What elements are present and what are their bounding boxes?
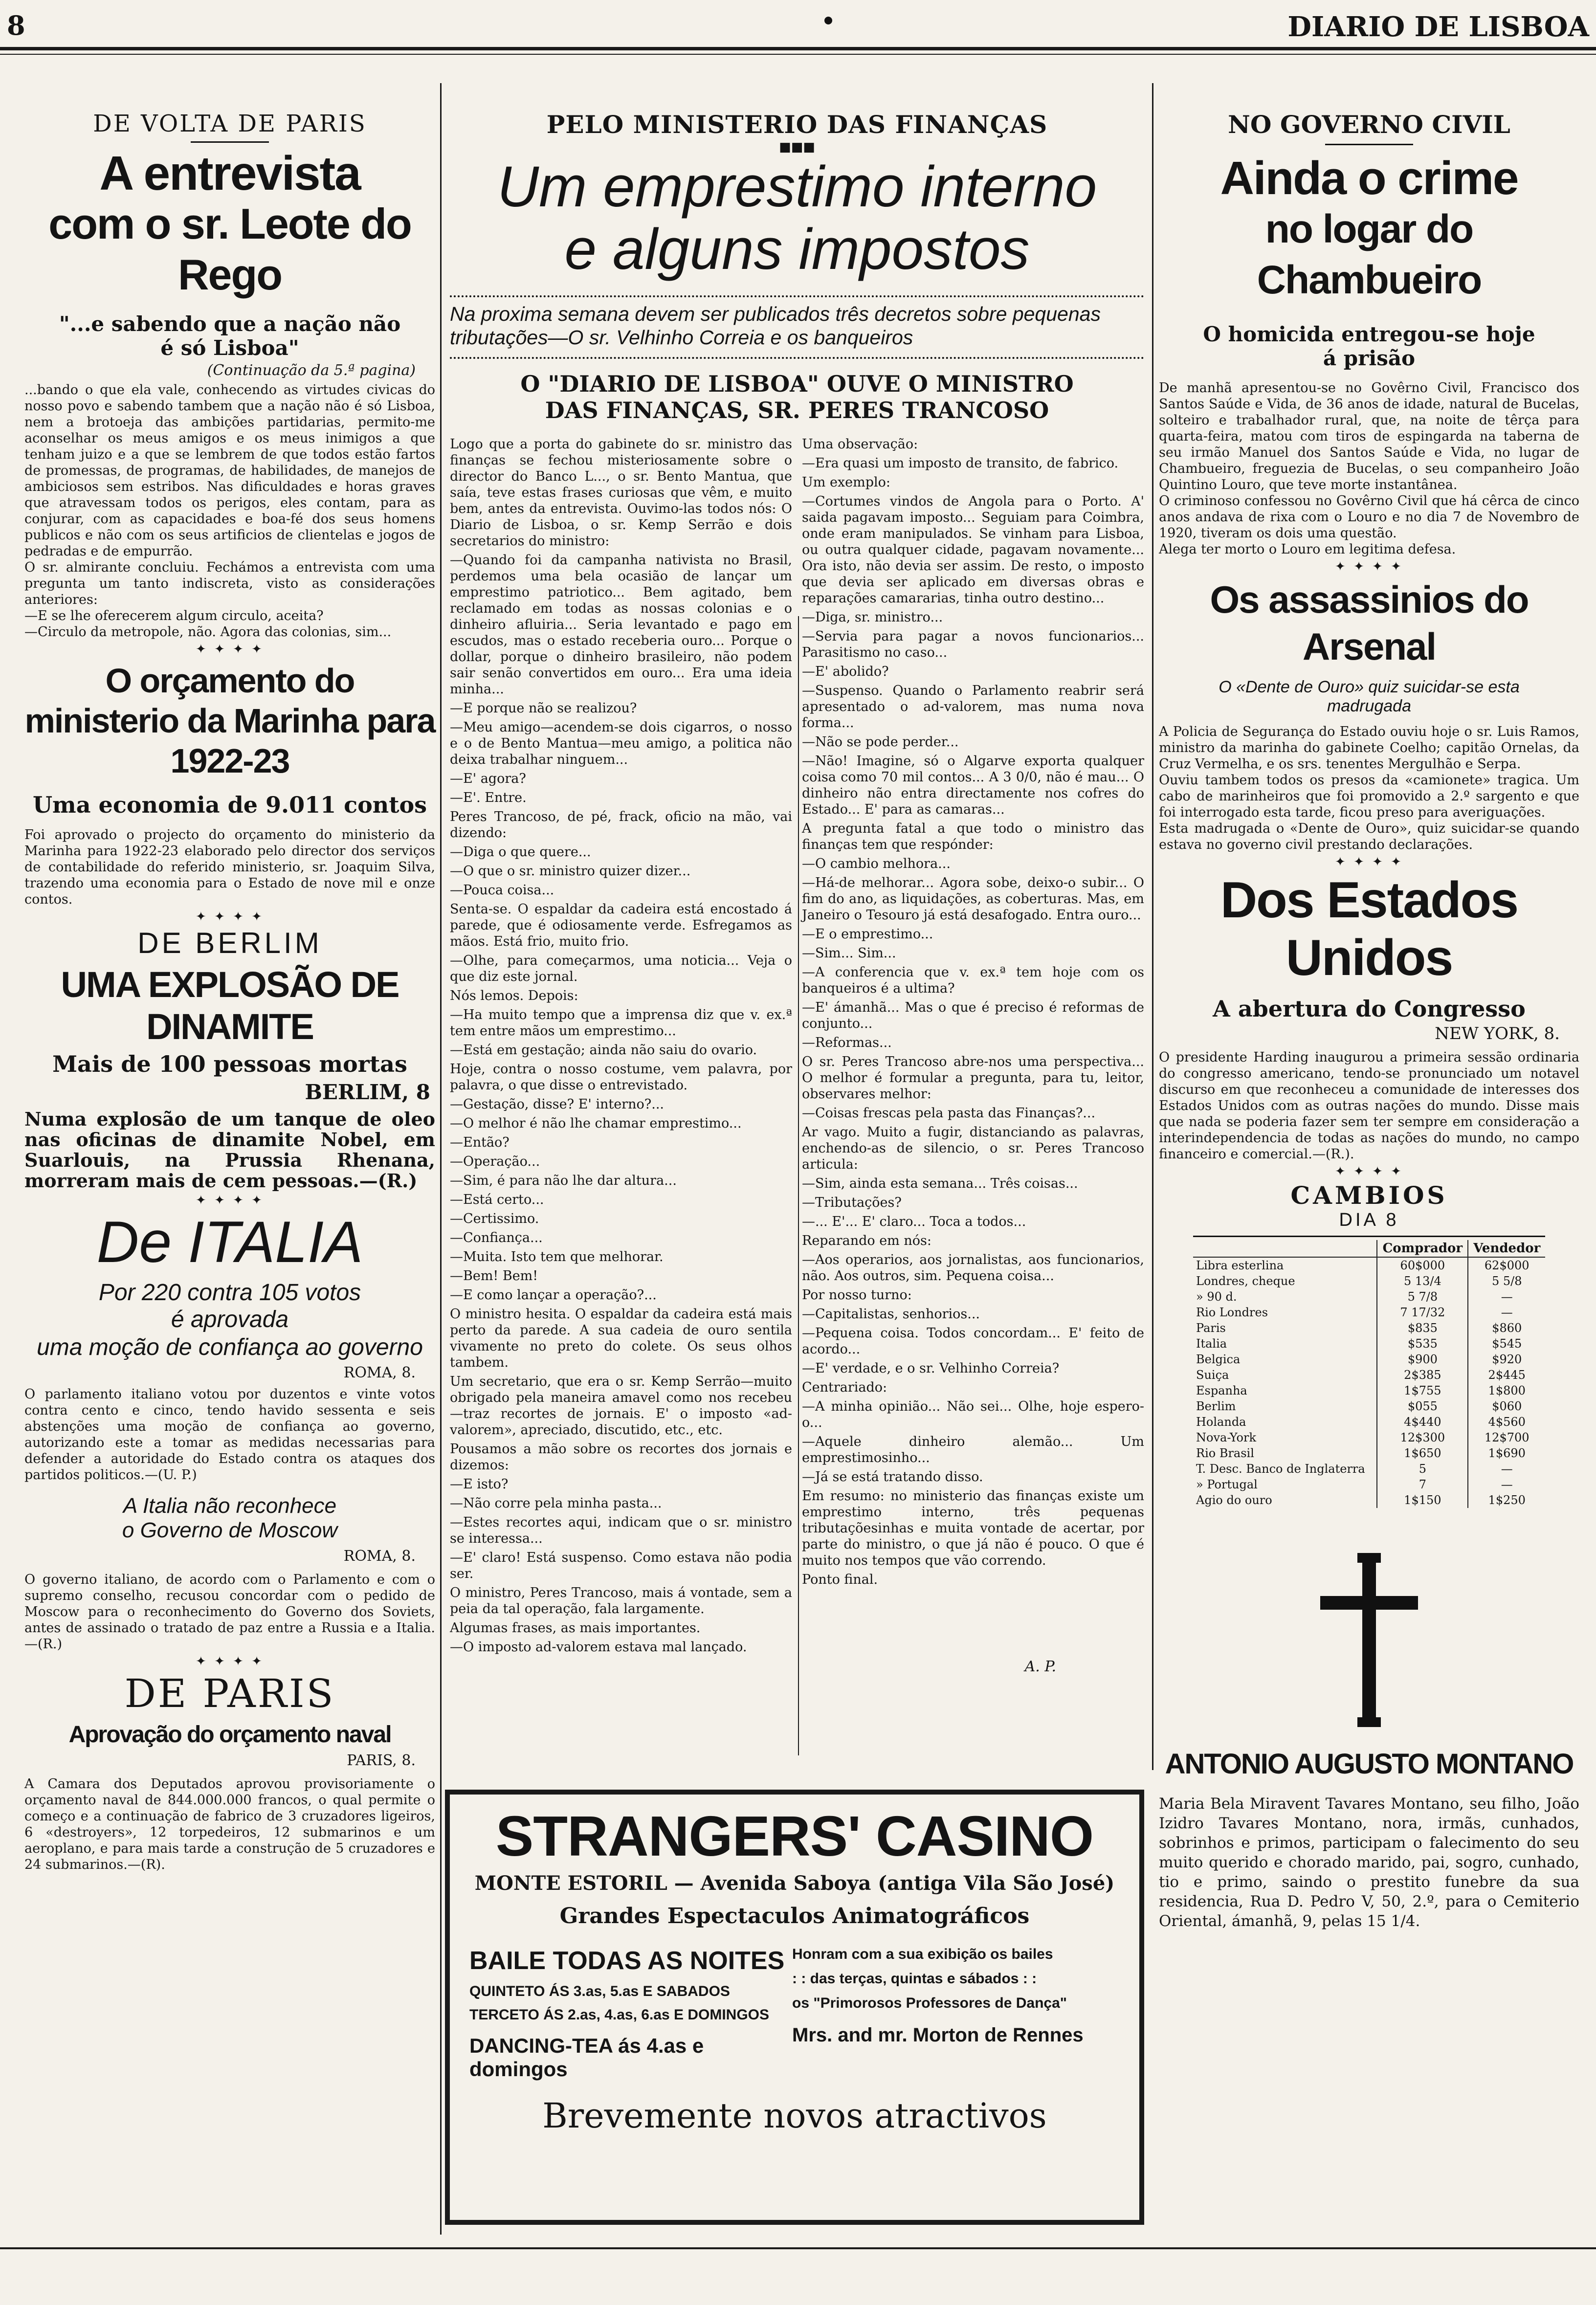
bullet-mark <box>824 17 832 24</box>
continued-note: (Continuação da 5.ª pagina) <box>207 362 416 379</box>
section-label-governo-civil: NO GOVERNO CIVIL <box>1228 110 1510 139</box>
column-rule-left <box>440 83 442 2235</box>
cambios-currency: » 90 d. <box>1196 1290 1237 1304</box>
article-paragraph: —E' verdade, e o sr. Velhinho Correia? <box>802 1361 1060 1376</box>
cambios-buy: 5 <box>1377 1461 1468 1477</box>
cambios-row <box>1193 1414 1545 1430</box>
ad-terceto: TERCETO ÁS 2.as, 4.as, 6.as E DOMINGOS <box>469 2007 769 2023</box>
cambios-sell: 1$690 <box>1468 1445 1545 1461</box>
article-paragraph: Ar vago. Muito a fugir, distanciando as palavras, enchendo-as de silencio, o sr. Peres Trancoso articula: <box>802 1125 1144 1172</box>
headline-emprestimo: Um emprestimo interno <box>497 155 1097 219</box>
article-paragraph: A Camara dos Deputados aprovou provisoriamente o orçamento naval de 844.000.000 francos, o qual permite o começo e a continuação de fabrico de 3 cruzadores ligeiros, 6 «destroyers», 12 torpedeiros, 12 submarinos e um aeroplano, e para mais tarde a construção de 5 cruzadores e 24 submarinos.—(R). <box>24 1776 435 1872</box>
article-paragraph: —Meu amigo—acendem-se dois cigarros, o nosso e o de Bento Mantua—meu amigo, a politica não deixa trabalhar ninguem... <box>450 720 792 767</box>
cambios-table <box>1193 1240 1545 1508</box>
ornament-separator: ✦ ✦ ✦ ✦ <box>1335 1164 1403 1179</box>
cambios-row <box>1193 1477 1545 1492</box>
subhead-homicida: O homicida entregou-se hoje <box>1203 322 1535 346</box>
column-rule-right <box>1152 83 1153 1770</box>
article-paragraph: —Operação... <box>450 1154 540 1169</box>
ad-quinteto: QUINTETO ÁS 3.as, 5.as E SABADOS <box>469 1983 730 1999</box>
article-paragraph: —Sim... Sim... <box>802 946 896 961</box>
ornament-dots: ■■■ <box>779 140 815 155</box>
article-paragraph: Foi aprovado o projecto do orçamento do ministerio da Marinha para 1922-23 elaborado pelo director dos serviços de contabilidade do referido ministerio, sr. Joaquim Silva, trazendo uma economia para o Estado de nove mil e onze contos. <box>24 827 435 907</box>
headline-explosao: UMA EXPLOSÃO DE DINAMITE <box>61 964 399 1047</box>
article-paragraph: —Aos operarios, aos jornalistas, aos funcionarios, não. Aos outros, sim. Pequena coisa... <box>802 1252 1144 1284</box>
cross-icon <box>1320 1557 1418 1723</box>
article-paragraph: O presidente Harding inaugurou a primeira sessão ordinaria do congresso americano, tendo-se pronunciado um notavel discurso em que reconheceu a comunidade de interesses dos Estados Unidos com as outras nações do mundo. Disse mais que nada se poderia fazer sem ter sempre em consideração a interindependencia de todas as nações do mundo, no campo financeiro e comercial.—(R.). <box>1159 1050 1579 1162</box>
cambios-currency: Holanda <box>1196 1415 1246 1429</box>
cambios-currency: Rio Londres <box>1196 1306 1268 1319</box>
headline-orcamento-naval: Aprovação do orçamento naval <box>68 1722 391 1748</box>
cambios-buy: $835 <box>1377 1320 1468 1336</box>
article-paragraph: —Sim, ainda esta semana... Três coisas... <box>802 1176 1078 1191</box>
obituary <box>1159 1557 1579 1931</box>
cambios-buy: $900 <box>1377 1352 1468 1367</box>
article-paragraph: A pregunta fatal a que todo o ministro das finanças tem que respónder: <box>802 821 1144 852</box>
ornament-separator: ✦ ✦ ✦ ✦ <box>196 1654 264 1669</box>
article-paragraph: Algumas frases, as mais importantes. <box>450 1620 701 1636</box>
article-paragraph: —Bem! Bem! <box>450 1268 538 1284</box>
article-paragraph: O ministro, Peres Trancoso, mais á vontade, sem a peia da tal operação, fala largamente. <box>450 1585 792 1617</box>
article-paragraph: O sr. Peres Trancoso abre-nos uma perspectiva... O melhor é formular a pregunta, para tu, leitor, observares melhor: <box>802 1054 1144 1102</box>
center-article <box>450 110 1144 1675</box>
cambios-row <box>1193 1398 1545 1414</box>
cambios-sell: 2$445 <box>1468 1367 1545 1383</box>
article-paragraph: —Tributações? <box>802 1195 902 1210</box>
article-paragraph: —Servia para pagar a novos funcionarios... Parasitismo no caso... <box>802 629 1144 660</box>
ad-honram-2: : : das terças, quintas e sábados : : <box>792 1971 1037 1987</box>
article-paragraph: —E o emprestimo... <box>802 927 933 942</box>
article-paragraph: —A conferencia que v. ex.ª tem hoje com os banqueiros é a ultima? <box>802 965 1144 996</box>
article-paragraph: —Coisas frescas pela pasta das Finanças?... <box>802 1106 1096 1121</box>
article-paragraph: —Aquele dinheiro alemão... Um emprestimosinho... <box>802 1434 1144 1465</box>
article-paragraph: —Capitalistas, senhorios... <box>802 1307 980 1322</box>
cambios-sell: — <box>1468 1289 1545 1305</box>
cambios-buy: 1$650 <box>1377 1445 1468 1461</box>
cambios-row <box>1193 1257 1545 1273</box>
cambios-buy: $055 <box>1377 1398 1468 1414</box>
cambios-header-blank <box>1193 1240 1377 1257</box>
cambios-currency: Rio Brasil <box>1196 1446 1254 1460</box>
headline-entrevista: A entrevista <box>99 146 360 200</box>
cambios-sell: 62$000 <box>1468 1257 1545 1273</box>
cambios-sell: — <box>1468 1305 1545 1320</box>
cambios-buy: 5 7/8 <box>1377 1289 1468 1305</box>
cambios-day: DIA 8 <box>1339 1210 1399 1230</box>
subhead-prisao: á prisão <box>1323 346 1416 370</box>
article-paragraph: Senta-se. O espaldar da cadeira está encostado á parede, que é odiosamente verde. Esfregamos as mãos. Está frio, muito frio. <box>450 902 792 949</box>
subhead-dente-de-ouro: O «Dente de Ouro» quiz suicidar-se esta <box>1219 678 1520 696</box>
headline-chambueiro: no logar do Chambueiro <box>1257 207 1482 302</box>
subhead-peres-trancoso: DAS FINANÇAS, SR. PERES TRANCOSO <box>545 397 1049 423</box>
cambios-title: CAMBIOS <box>1290 1181 1448 1210</box>
subhead-aprovada: é aprovada <box>171 1307 289 1332</box>
article-paragraph: Por nosso turno: <box>802 1287 912 1303</box>
article-paragraph: Hoje, contra o nosso costume, vem palavra, por palavra, o que disse o entrevistado. <box>450 1062 792 1093</box>
cambios-header-comprador: Comprador <box>1377 1240 1468 1257</box>
article-paragraph: —Está certo... <box>450 1192 544 1207</box>
article-paragraph: O parlamento italiano votou por duzentos e vinte votos contra cento e cinco, tendo havido sessenta e seis abstenções uma moção de confiança ao governo, autorizando este a tomar as medidas necessarias para defender a autoridade do Estado contra os ataques dos partidos politicos.—(U. P.) <box>24 1387 435 1483</box>
article-paragraph: O sr. almirante concluiu. Fechámos a entrevista com uma pregunta um tanto indiscreta, visto as considerações anteriores: <box>24 560 435 607</box>
article-paragraph: —Cortumes vindos de Angola para o Porto. A' saida pagavam imposto... Seguiam para Coimbra, onde eram manipulados. Se vinham para Lisboa, ou outra qualquer cidade, pagavam novamente... Ora isto, não devia ser assim. De resto, o imposto que devia ser aplicado em diversas obras e reparações camararias, tinha outro destino... <box>802 494 1144 606</box>
article-column-2 <box>802 436 1144 1658</box>
headline-marinha: O orçamento do ministerio da Marinha para 1922-23 <box>24 662 435 780</box>
article-paragraph: —Pouca coisa... <box>450 883 554 898</box>
cambios-row <box>1193 1336 1545 1352</box>
ornament-separator: ✦ ✦ ✦ ✦ <box>196 1193 264 1208</box>
cambios-currency: Nova-York <box>1196 1431 1257 1444</box>
article-paragraph: —Não! Imagine, só o Algarve exporta qualquer coisa como 70 mil contos... A 3 0/0, não é mau... O dinheiro não entra directamente nos cofres do Estado... E' para as camaras... <box>802 754 1144 817</box>
subhead-mocao: uma moção de confiança ao governo <box>37 1334 423 1360</box>
cambios-row <box>1193 1367 1545 1383</box>
cambios-sell: $920 <box>1468 1352 1545 1367</box>
section-label-berlim: DE BERLIM <box>137 927 322 959</box>
deck-text: Na proxima semana devem ser publicados três decretos sobre pequenas tributações—O sr. Velhinho Correia e os banqueiros <box>450 303 1101 349</box>
article-paragraph: —Diga, sr. ministro... <box>802 610 943 625</box>
article-paragraph: —O cambio melhora... <box>802 856 951 871</box>
article-paragraph: Peres Trancoso, de pé, frack, oficio na mão, vai dizendo: <box>450 809 792 841</box>
dateline-berlim: BERLIM, 8 <box>305 1080 430 1104</box>
article-paragraph: —O melhor é não lhe chamar emprestimo... <box>450 1116 742 1131</box>
article-paragraph: —Reformas... <box>802 1035 892 1050</box>
header-rule-thin <box>0 54 1596 55</box>
article-paragraph: —E porque não se realizou? <box>450 701 637 716</box>
cambios-buy: 1$150 <box>1377 1492 1468 1508</box>
cambios-sell: 5 5/8 <box>1468 1273 1545 1289</box>
cambios-sell: 4$560 <box>1468 1414 1545 1430</box>
cambios-currency: Suiça <box>1196 1368 1229 1382</box>
article-paragraph: —Certissimo. <box>450 1211 539 1226</box>
header-rule <box>0 47 1596 50</box>
article-column-1 <box>450 436 792 1658</box>
cambios-currency: Agio do ouro <box>1196 1493 1272 1507</box>
cambios-row <box>1193 1445 1545 1461</box>
ad-dancers: Mrs. and mr. Morton de Rennes <box>792 2024 1084 2046</box>
headline-arsenal: Os assassinios do Arsenal <box>1210 578 1529 668</box>
cambios-buy: 4$440 <box>1377 1414 1468 1430</box>
article-paragraph: Uma observação: <box>802 437 918 452</box>
dateline-new-york: NEW YORK, 8. <box>1435 1024 1560 1043</box>
article-paragraph: Nós lemos. Depois: <box>450 988 578 1003</box>
cambios-row <box>1193 1430 1545 1445</box>
cambios-currency: T. Desc. Banco de Inglaterra <box>1196 1462 1365 1476</box>
cambios-buy: 5 13/4 <box>1377 1273 1468 1289</box>
article-paragraph: —E' abolido? <box>802 664 889 679</box>
article-paragraph: —E' claro! Está suspenso. Como estava não podia ser. <box>450 1550 792 1581</box>
section-label-financas: PELO MINISTERIO DAS FINANÇAS <box>546 110 1048 139</box>
article-paragraph: Ponto final. <box>802 1572 878 1587</box>
cambios-buy: 12$300 <box>1377 1430 1468 1445</box>
footer-rule <box>0 2247 1596 2249</box>
ad-dancing-tea: DANCING-TEA ás 4.as e domingos <box>469 2034 704 2081</box>
cambios-currency: Londres, cheque <box>1196 1274 1295 1288</box>
subhead-madrugada: madrugada <box>1327 697 1411 715</box>
cambios-row <box>1193 1273 1545 1289</box>
article-paragraph: Ouviu tambem todos os presos da «camionete» tragica. Um cabo de marinheiros que foi promovido a 2.º sargento e que foi interrogado esta tarde, ficou preso para averiguações. <box>1159 773 1579 820</box>
article-paragraph: —Muita. Isto tem que melhorar. <box>450 1249 664 1264</box>
article-paragraph: —Há-de melhorar... Agora sobe, deixo-o subir... O fim do ano, as liquidações, as coberturas. Mas, em Janeiro o Tesouro já está desafogado. Entra ouro... <box>802 875 1144 923</box>
cambios-row <box>1193 1492 1545 1508</box>
subhead-mortas: Mais de 100 pessoas mortas <box>52 1051 407 1077</box>
subhead-economia: Uma economia de 9.011 contos <box>32 792 427 818</box>
cambios-buy: 7 <box>1377 1477 1468 1492</box>
article-paragraph: —... E'... E' claro... Toca a todos... <box>802 1214 1026 1229</box>
masthead-title: DIARIO DE LISBOA <box>1287 11 1589 43</box>
headline-leote-do-rego: com o sr. Leote do Rego <box>48 199 411 299</box>
article-paragraph: —O imposto ad-valorem estava mal lançado. <box>450 1640 747 1655</box>
casino-advertisement <box>445 1790 1144 2225</box>
article-paragraph: —Gestação, disse? E' interno?... <box>450 1097 664 1112</box>
article-paragraph: —E como lançar a operação?... <box>450 1287 657 1303</box>
article-paragraph: —E se lhe oferecerem algum circulo, aceita? <box>24 608 324 623</box>
article-paragraph: De manhã apresentou-se no Govêrno Civil, Francisco dos Santos Saúde e Vida, de 36 anos de idade, natural de Bucelas, solteiro e trabalhador rural, que, na noite de têrça para quarta-feira, matou com tiros de espingarda na taberna de seu irmão Manuel dos Santos Saúde e Vida, no lugar de Chambueiro, freguezia de Bucelas, o seu companheiro João Quintino Louro, que teve morte instantânea. <box>1159 380 1579 492</box>
cambios-row <box>1193 1383 1545 1398</box>
obituary-text: Maria Bela Miravent Tavares Montano, seu filho, João Izidro Tavares Montano, nora, irmãs, cunhados, sobrinhos e primos, participam o falecimento do seu muito querido e chorado marido, pai, sogro, cunhado, tio e primo, saindo o prestito funebre da sua residencia, Rua D. Pedro V, 50, 2.º, para o Cemiterio Oriental, ámanhã, 9, pelas 15 1/4. <box>1159 1795 1579 1930</box>
subhead-governo-moscow: o Governo de Moscow <box>122 1518 338 1542</box>
cambios-header-vendedor: Vendedor <box>1468 1240 1545 1257</box>
ad-honram-3: os "Primorosos Professores de Dança" <box>792 1995 1067 2011</box>
article-paragraph: O ministro hesita. O espaldar da cadeira está mais perto da parede. A sua cadeia de ouro sentila vivamente no preto do colete. Os seus olhos tambem. <box>450 1307 792 1370</box>
article-paragraph: —Confiança... <box>450 1230 543 1245</box>
headline-estados-unidos: Dos Estados Unidos <box>1220 872 1518 986</box>
article-paragraph: Em resumo: no ministerio das finanças existe um emprestimo interno, três pequenas tributaçõesinhas e muita vontade de acertar, por parte do ministro, o que já não é pouco. O que é muito nos tempos que vão correndo. <box>802 1488 1144 1568</box>
dateline-paris: PARIS, 8. <box>347 1752 416 1769</box>
ornament-line <box>450 357 1144 359</box>
section-label-paris: DE VOLTA DE PARIS <box>93 110 367 137</box>
article-paragraph: —Estes recortes aqui, indicam que o sr. ministro se interessa... <box>450 1515 792 1546</box>
ornament-separator: ✦ ✦ ✦ ✦ <box>1335 559 1403 574</box>
quote-line-1: "...e sabendo que a nação não <box>59 312 401 336</box>
article-paragraph: Um exemplo: <box>802 475 890 490</box>
cambios-row <box>1193 1320 1545 1336</box>
cambios-sell: 1$250 <box>1468 1492 1545 1508</box>
subhead-italia-reconhece: A Italia não reconhece <box>123 1494 337 1518</box>
article-paragraph: —E isto? <box>450 1477 509 1492</box>
cambios-currency: Belgica <box>1196 1352 1241 1366</box>
article-paragraph: —A minha opinião... Não sei... Olhe, hoje espero-o... <box>802 1399 1144 1430</box>
cambios-row <box>1193 1352 1545 1367</box>
cambios-sell: $060 <box>1468 1398 1545 1414</box>
cambios-currency: » Portugal <box>1196 1478 1258 1491</box>
article-paragraph: O governo italiano, de acordo com o Parlamento e com o supremo conselho, recusou concordar com o pedido de Moscow para o reconhecimento do Governo dos Soviets, antes de assinado o tratado de paz entre a Russia e a Italia.—(R.) <box>24 1572 435 1652</box>
article-paragraph: Alega ter morto o Louro em legitima defesa. <box>1159 542 1456 557</box>
cambios-row <box>1193 1305 1545 1320</box>
article-paragraph: —Circulo da metropole, não. Agora das colonias, sim... <box>24 624 392 640</box>
article-paragraph: —Então? <box>450 1135 510 1150</box>
ad-baile: BAILE TODAS AS NOITES <box>469 1947 785 1975</box>
cambios-sell: — <box>1468 1461 1545 1477</box>
obituary-name: ANTONIO AUGUSTO MONTANO <box>1165 1748 1574 1780</box>
article-paragraph: —Era quasi um imposto de transito, de fabrico. <box>802 456 1119 471</box>
article-paragraph: —Quando foi da campanha nativista no Brasil, perdemos uma bela ocasião de lançar um emprestimo patriotico... Bem agitado, bem reclamado em todas as nossas colonias e o dinheiro afluiria... Seria levantado e pago em escudos, mas o estado receberia ouro... Porque o dollar, porque o dinheiro brasileiro, não podem sair senão convertidos em ouro... Era uma ideia minha... <box>450 553 792 697</box>
cambios-sell: $545 <box>1468 1336 1545 1352</box>
article-paragraph: —Diga o que quere... <box>450 844 591 860</box>
quote-line-2: é só Lisboa" <box>160 336 299 360</box>
ornament-separator: ✦ ✦ ✦ ✦ <box>196 909 264 924</box>
cambios-buy: 1$755 <box>1377 1383 1468 1398</box>
article-paragraph: —Suspenso. Quando o Parlamento reabrir será apresentado o ad-valorem, mas numa nova forma... <box>802 683 1144 731</box>
ornament-separator: ✦ ✦ ✦ ✦ <box>196 642 264 657</box>
subhead-congresso: A abertura do Congresso <box>1213 996 1526 1022</box>
article-paragraph: Um secretario, que era o sr. Kemp Serrão—muito obrigado pela maneira amavel como nos recebeu—traz recortes de jornais. E' o imposto «ad-valorem», apreciado, discutido, etc., etc. <box>450 1374 792 1438</box>
article-paragraph: —E' agora? <box>450 771 526 786</box>
signature: A. P. <box>1024 1658 1056 1675</box>
cambios-row <box>1193 1461 1545 1477</box>
article-paragraph: Pousamos a mão sobre os recortes dos jornais e dizemos: <box>450 1441 792 1473</box>
article-paragraph: Logo que a porta do gabinete do sr. ministro das finanças se fechou misteriosamente sobre o director do Banco L..., o sr. Bento Mantua, que saía, teve estas frases curiosas que vêm, e muito bem, antes da entrevista. Ouvimo-las todos nós: O Diario de Lisboa, o sr. Kemp Serrão e dois secretarios do ministro: <box>450 437 792 549</box>
cambios-sell: $860 <box>1468 1320 1545 1336</box>
section-label-italia: De ITALIA <box>96 1209 363 1275</box>
headline-crime: Ainda o crime <box>1220 152 1518 204</box>
article-paragraph: —Pequena coisa. Todos concordam... E' feito de acordo... <box>802 1326 1144 1357</box>
article-paragraph: —E'. Entre. <box>450 790 527 805</box>
cambios-buy: $535 <box>1377 1336 1468 1352</box>
dateline-roma: ROMA, 8. <box>343 1364 416 1381</box>
section-label-paris-2: DE PARIS <box>124 1671 335 1716</box>
subhead-ouve-ministro: O "DIARIO DE LISBOA" OUVE O MINISTRO <box>520 371 1074 397</box>
cambios-sell: 12$700 <box>1468 1430 1545 1445</box>
ornament-separator: ✦ ✦ ✦ ✦ <box>1335 855 1403 869</box>
cambios-currency: Berlim <box>1196 1399 1236 1413</box>
cambios-sell: — <box>1468 1477 1545 1492</box>
cambios-buy: 7 17/32 <box>1377 1305 1468 1320</box>
ad-location: MONTE ESTORIL — Avenida Saboya (antiga Vila São José) <box>474 1872 1115 1895</box>
article-paragraph: ...bando o que ela vale, conhecendo as virtudes civicas do nosso povo e sabendo tambem que a nação não é só Lisboa, nem a brotoeja das ambições partidarias, permito-me aconselhar os meus amigos e os meus inimigos a que tenham juizo e a que se lembrem de que todos estão fartos de promessas, de programas, de habilidades, de manejos de ambiciosos sem estribos. Nas dificuldades e horas graves que atravessam todos os perigos, eles contam, para as conjurar, com as capacidades e boa-fé dos seus homens publicos e não com os seus artificios de clientelas e jogos de pedradas e de empurrão. <box>24 382 435 559</box>
article-paragraph: Centrariado: <box>802 1380 887 1395</box>
left-column <box>24 110 435 1873</box>
cambios-currency: Espanha <box>1196 1384 1247 1397</box>
headline-impostos: e alguns impostos <box>564 217 1030 282</box>
article-paragraph: —Olhe, para começarmos, uma noticia... Veja o que diz este jornal. <box>450 953 792 984</box>
cambios-sell: 1$800 <box>1468 1383 1545 1398</box>
article-paragraph: Esta madrugada o «Dente de Ouro», quiz suicidar-se quando estava no governo civil prestando declarações. <box>1159 821 1579 852</box>
cambios-currency: Italia <box>1196 1337 1227 1351</box>
subhead-votos: Por 220 contra 105 votos <box>98 1280 361 1306</box>
dateline-roma-2: ROMA, 8. <box>343 1548 416 1565</box>
article-paragraph-bold: Numa explosão de um tanque de oleo nas oficinas de dinamite Nobel, em Suarlouis, na Prussia Rhenana, morreram mais de cem pessoas.—(R.) <box>24 1108 435 1192</box>
cambios-buy: 2$385 <box>1377 1367 1468 1383</box>
ad-subtitle: Grandes Espectaculos Animatográficos <box>559 1904 1030 1928</box>
cambios-row <box>1193 1289 1545 1305</box>
article-paragraph: —Ha muito tempo que a imprensa diz que v. ex.ª tem entre mãos um emprestimo... <box>450 1007 792 1039</box>
cambios-currency: Libra esterlina <box>1196 1259 1284 1272</box>
article-paragraph: —E' ámanhã... Mas o que é preciso é reformas de conjunto... <box>802 1000 1144 1031</box>
article-paragraph: —Já se está tratando disso. <box>802 1469 983 1485</box>
ad-footer: Brevemente novos atractivos <box>542 2096 1047 2136</box>
ornament-line <box>450 295 1144 297</box>
article-paragraph: Reparando em nós: <box>802 1233 931 1248</box>
ad-honram-1: Honram com a sua exibição os bailes <box>792 1946 1053 1962</box>
page-number: 8 <box>7 10 25 41</box>
article-paragraph: —O que o sr. ministro quizer dizer... <box>450 864 691 879</box>
article-paragraph: —Não se pode perder... <box>802 734 959 750</box>
article-paragraph: —Não corre pela minha pasta... <box>450 1496 662 1511</box>
article-paragraph: O criminoso confessou no Govêrno Civil que há cêrca de cinco anos andava de rixa com o Louro e no dia 7 de Novembro de 1920, tiveram os dois uma questão. <box>1159 493 1579 541</box>
article-paragraph: —Está em gestação; ainda não saiu do ovario. <box>450 1042 757 1058</box>
cambios-buy: 60$000 <box>1377 1257 1468 1273</box>
article-paragraph: A Policia de Segurança do Estado ouviu hoje o sr. Luis Ramos, ministro da marinha do gabinete Coelho; capitão Ornelas, da Cruz Vermelha, e os srs. tenentes Mergulhão e Serpa. <box>1159 724 1579 772</box>
ad-title: STRANGERS' CASINO <box>495 1804 1094 1868</box>
right-column <box>1159 110 1579 1931</box>
article-paragraph: —Sim, é para não lhe dar altura... <box>450 1173 677 1188</box>
cambios-currency: Paris <box>1196 1321 1226 1335</box>
